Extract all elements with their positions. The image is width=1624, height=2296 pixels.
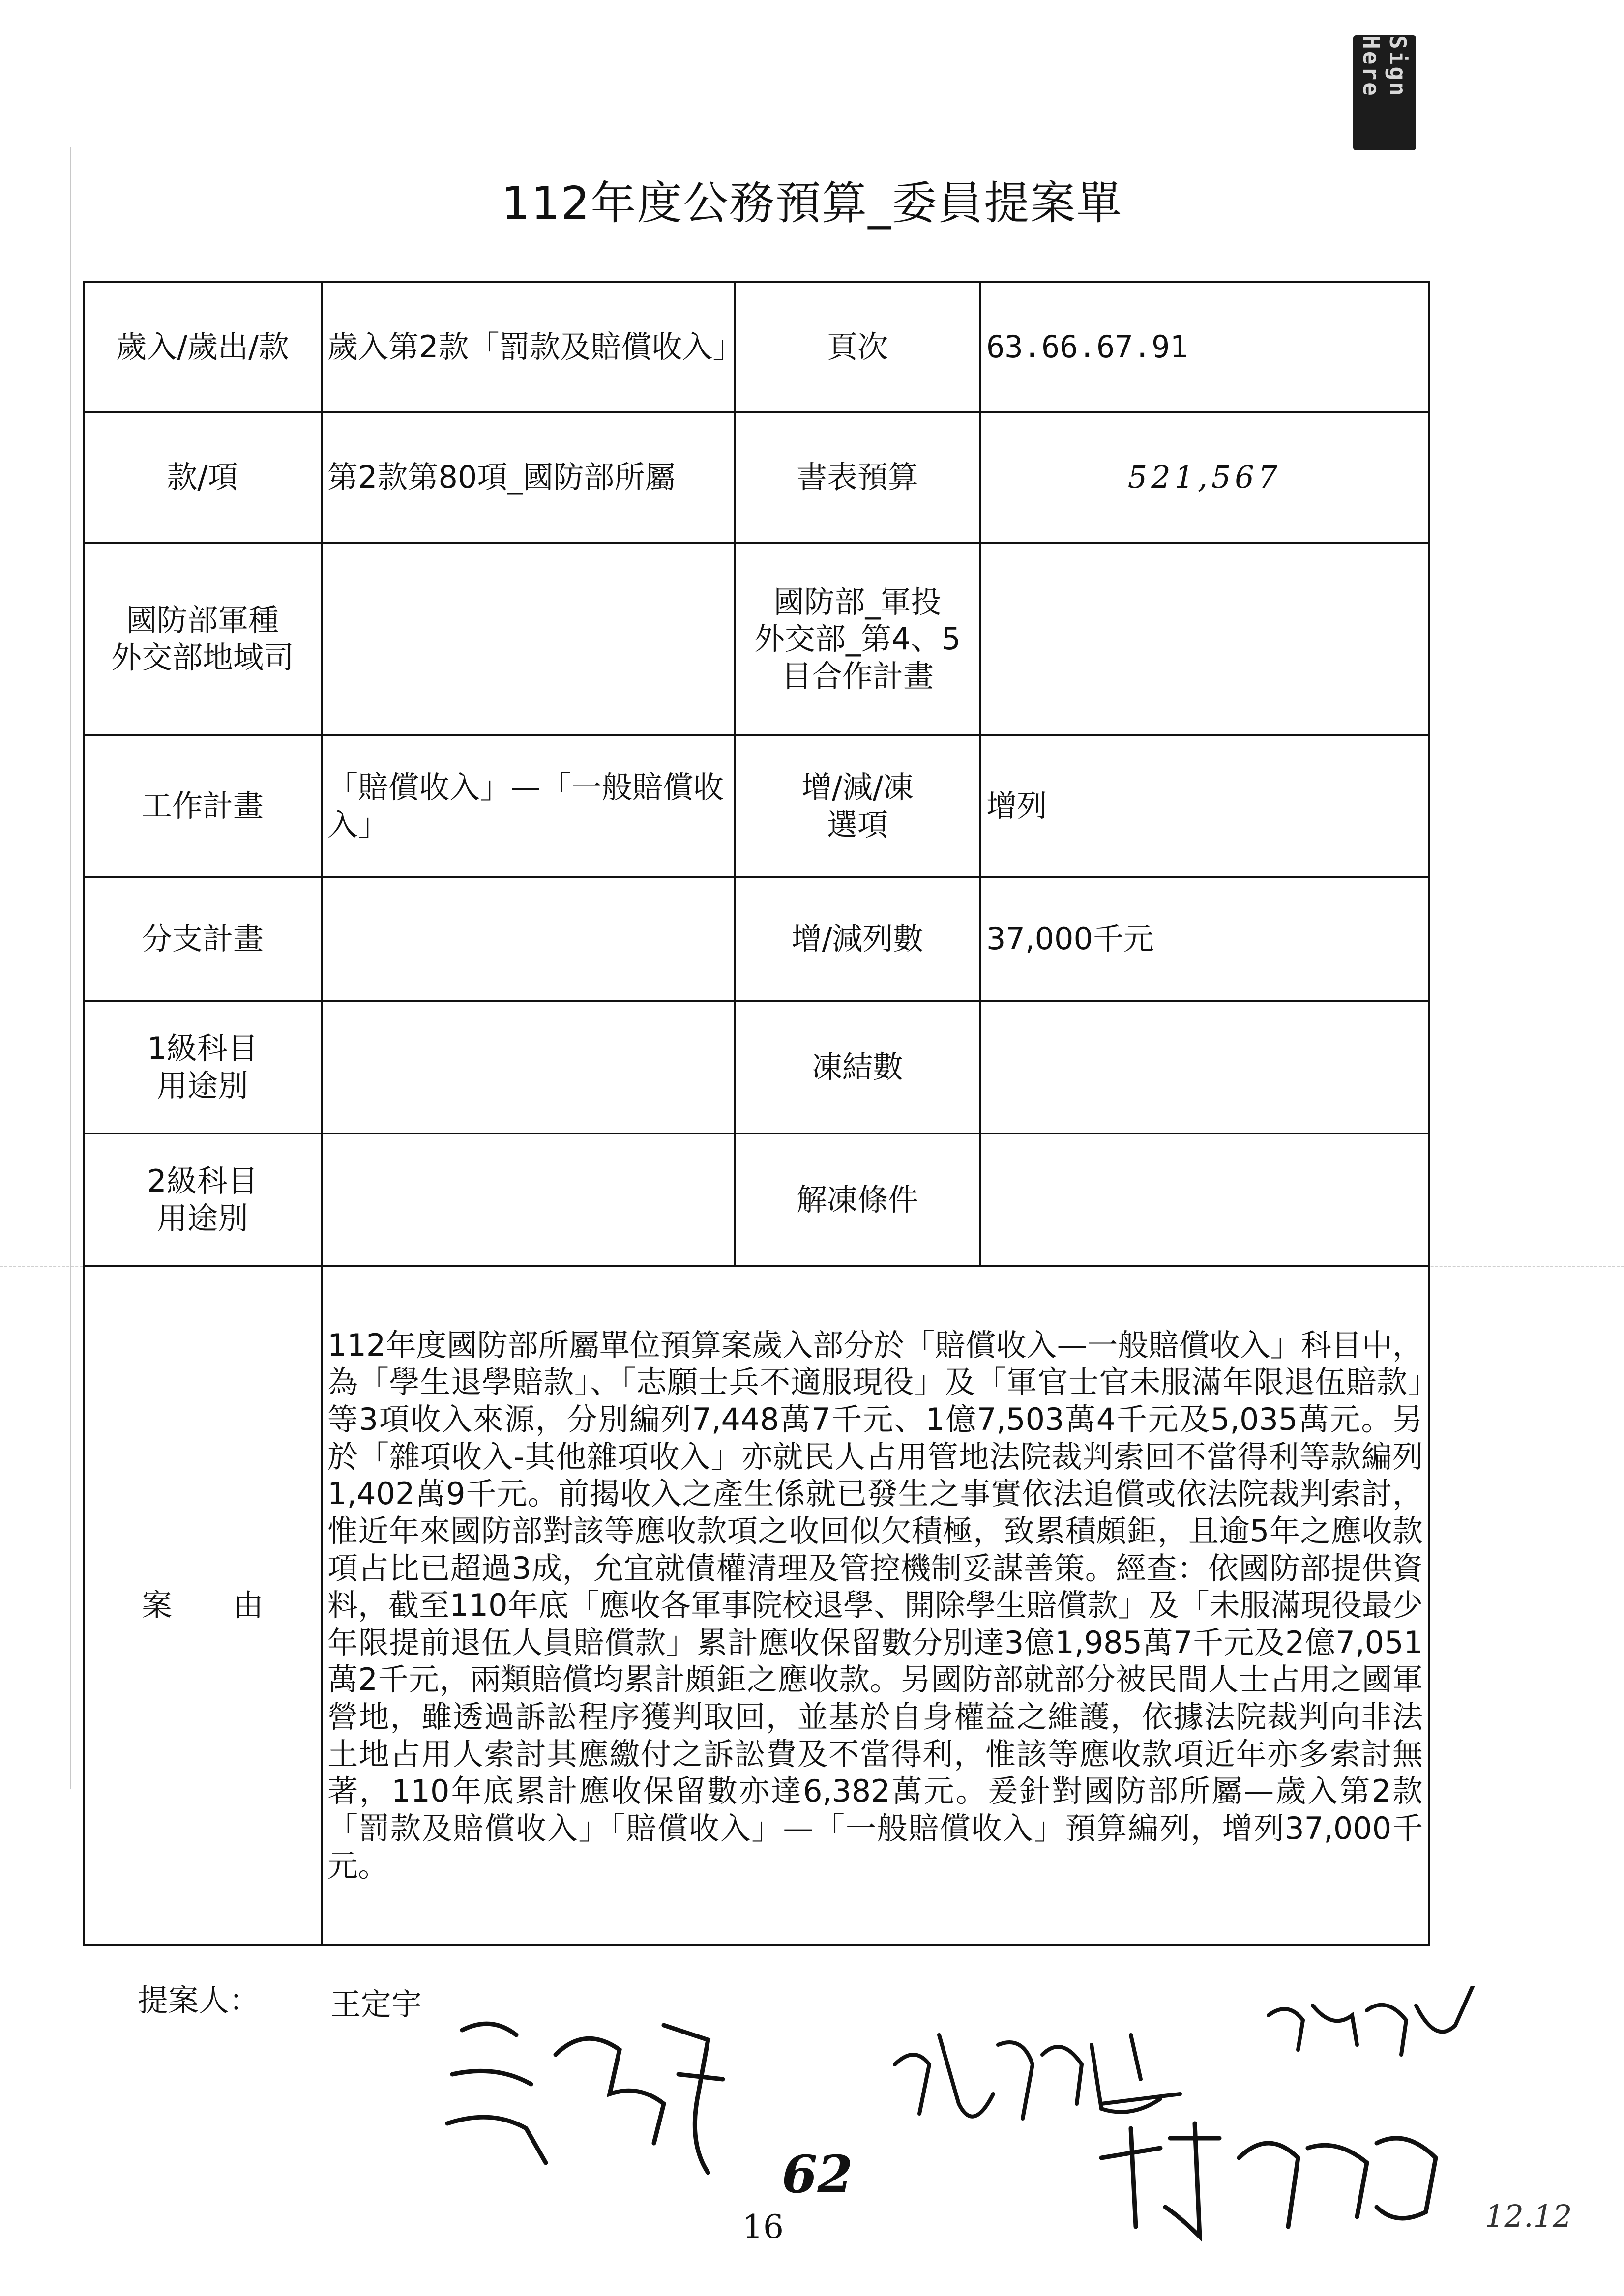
level1-subject-label: 1級科目 用途別 bbox=[84, 1001, 322, 1133]
table-row bbox=[84, 543, 1429, 735]
account-label: 歲入/歲出/款 bbox=[84, 282, 322, 412]
signature-lin-icon bbox=[1092, 2109, 1465, 2256]
reason-label: 案 由 bbox=[84, 1266, 322, 1945]
scan-edge-line bbox=[70, 147, 71, 1789]
work-plan-value: 「賠償收入」—「一般賠償收入」 bbox=[322, 735, 735, 877]
program-value bbox=[980, 543, 1429, 735]
level2-subject-value bbox=[322, 1133, 735, 1266]
military-branch-label: 國防部軍種 外交部地域司 bbox=[84, 543, 322, 735]
table-row bbox=[84, 877, 1429, 1001]
table-row bbox=[84, 412, 1429, 543]
unfreeze-condition-label: 解凍條件 bbox=[735, 1133, 980, 1266]
signature-chao-icon bbox=[1259, 1986, 1485, 2084]
table-row bbox=[84, 1133, 1429, 1266]
amount-change-label: 增/減列數 bbox=[735, 877, 980, 1001]
unfreeze-condition-value bbox=[980, 1133, 1429, 1266]
sub-plan-value bbox=[322, 877, 735, 1001]
table-row bbox=[84, 282, 1429, 412]
action-option-label: 增/減/凍 選項 bbox=[735, 735, 980, 877]
table-row bbox=[84, 735, 1429, 877]
item-label: 款/項 bbox=[84, 412, 322, 543]
proposer-label: 提案人： bbox=[138, 1982, 260, 2018]
sub-plan-label: 分支計畫 bbox=[84, 877, 322, 1001]
page-number: 16 bbox=[742, 2208, 784, 2246]
account-value: 歲入第2款「罰款及賠償收入」 bbox=[322, 282, 735, 412]
frozen-amount-value bbox=[980, 1001, 1429, 1133]
level2-subject-label: 2級科目 用途別 bbox=[84, 1133, 322, 1266]
action-option-value: 增列 bbox=[980, 735, 1429, 877]
table-row bbox=[84, 1266, 1429, 1945]
proposer-name: 王定宇 bbox=[330, 1986, 422, 2022]
frozen-amount-label: 凍結數 bbox=[735, 1001, 980, 1133]
sign-here-stamp: Sign Here bbox=[1353, 35, 1416, 150]
budget-value-handwritten: 521,567 bbox=[980, 412, 1429, 543]
page-ref-value: 63.66.67.91 bbox=[980, 282, 1429, 412]
handwritten-number: 62 bbox=[782, 2144, 853, 2205]
proposal-form-table bbox=[83, 281, 1430, 1946]
document-title: 112年度公務預算_委員提案單 bbox=[501, 177, 1123, 230]
military-branch-value bbox=[322, 543, 735, 735]
program-label: 國防部_軍投 外交部_第4、5 目合作計畫 bbox=[735, 543, 980, 735]
level1-subject-value bbox=[322, 1001, 735, 1133]
work-plan-label: 工作計畫 bbox=[84, 735, 322, 877]
amount-change-value: 37,000千元 bbox=[980, 877, 1429, 1001]
table-row bbox=[84, 1001, 1429, 1133]
page-ref-label: 頁次 bbox=[735, 282, 980, 412]
date-note: 12.12 bbox=[1485, 2198, 1572, 2234]
item-value: 第2款第80項_國防部所屬 bbox=[322, 412, 735, 543]
budget-label: 書表預算 bbox=[735, 412, 980, 543]
reason-text: 112年度國防部所屬單位預算案歲入部分於「賠償收入—一般賠償收入」科目中，為「學生退學賠款」、「志願士兵不適服現役」及「軍官士官未服滿年限退伍賠款」等3項收入來源，分別編列7,448萬7千元、1億7,503萬4千元及5,035萬元。另於「雜項收入-其他雜項收入」亦就民人占用管地法院裁判索回不當得利等款編列1,402萬9千元。前揭收入之產生係就已發生之事實依法追償或依法院裁判索討，惟近年來國防部對該等應收款項之收回似欠積極，致累積頗鉅，且逾5年之應收款項占比已超過3成，允宜就債權清理及管控機制妥謀善策。經查：依國防部提供資料，截至110年底「應收各軍事院校退學、開除學生賠償款」及「未服滿現役最少年限提前退伍人員賠償款」累計應收保留數分別達3億1,985萬7千元及2億7,051萬2千元，兩類賠償均累計頗鉅之應收款。另國防部就部分被民間人士占用之國軍營地，雖透過訴訟程序獲判取回，並基於自身權益之維護，依據法院裁判向非法土地占用人索討其應繳付之訴訟費及不當得利，惟該等應收款項近年亦多索討無著，110年底累計應收保留數亦達6,382萬元。爰針對國防部所屬—歲入第2款「罰款及賠償收入」「賠償收入」—「一般賠償收入」預算編列，增列37,000千元。 bbox=[322, 1266, 1429, 1945]
signature-wang-icon bbox=[433, 1996, 738, 2192]
